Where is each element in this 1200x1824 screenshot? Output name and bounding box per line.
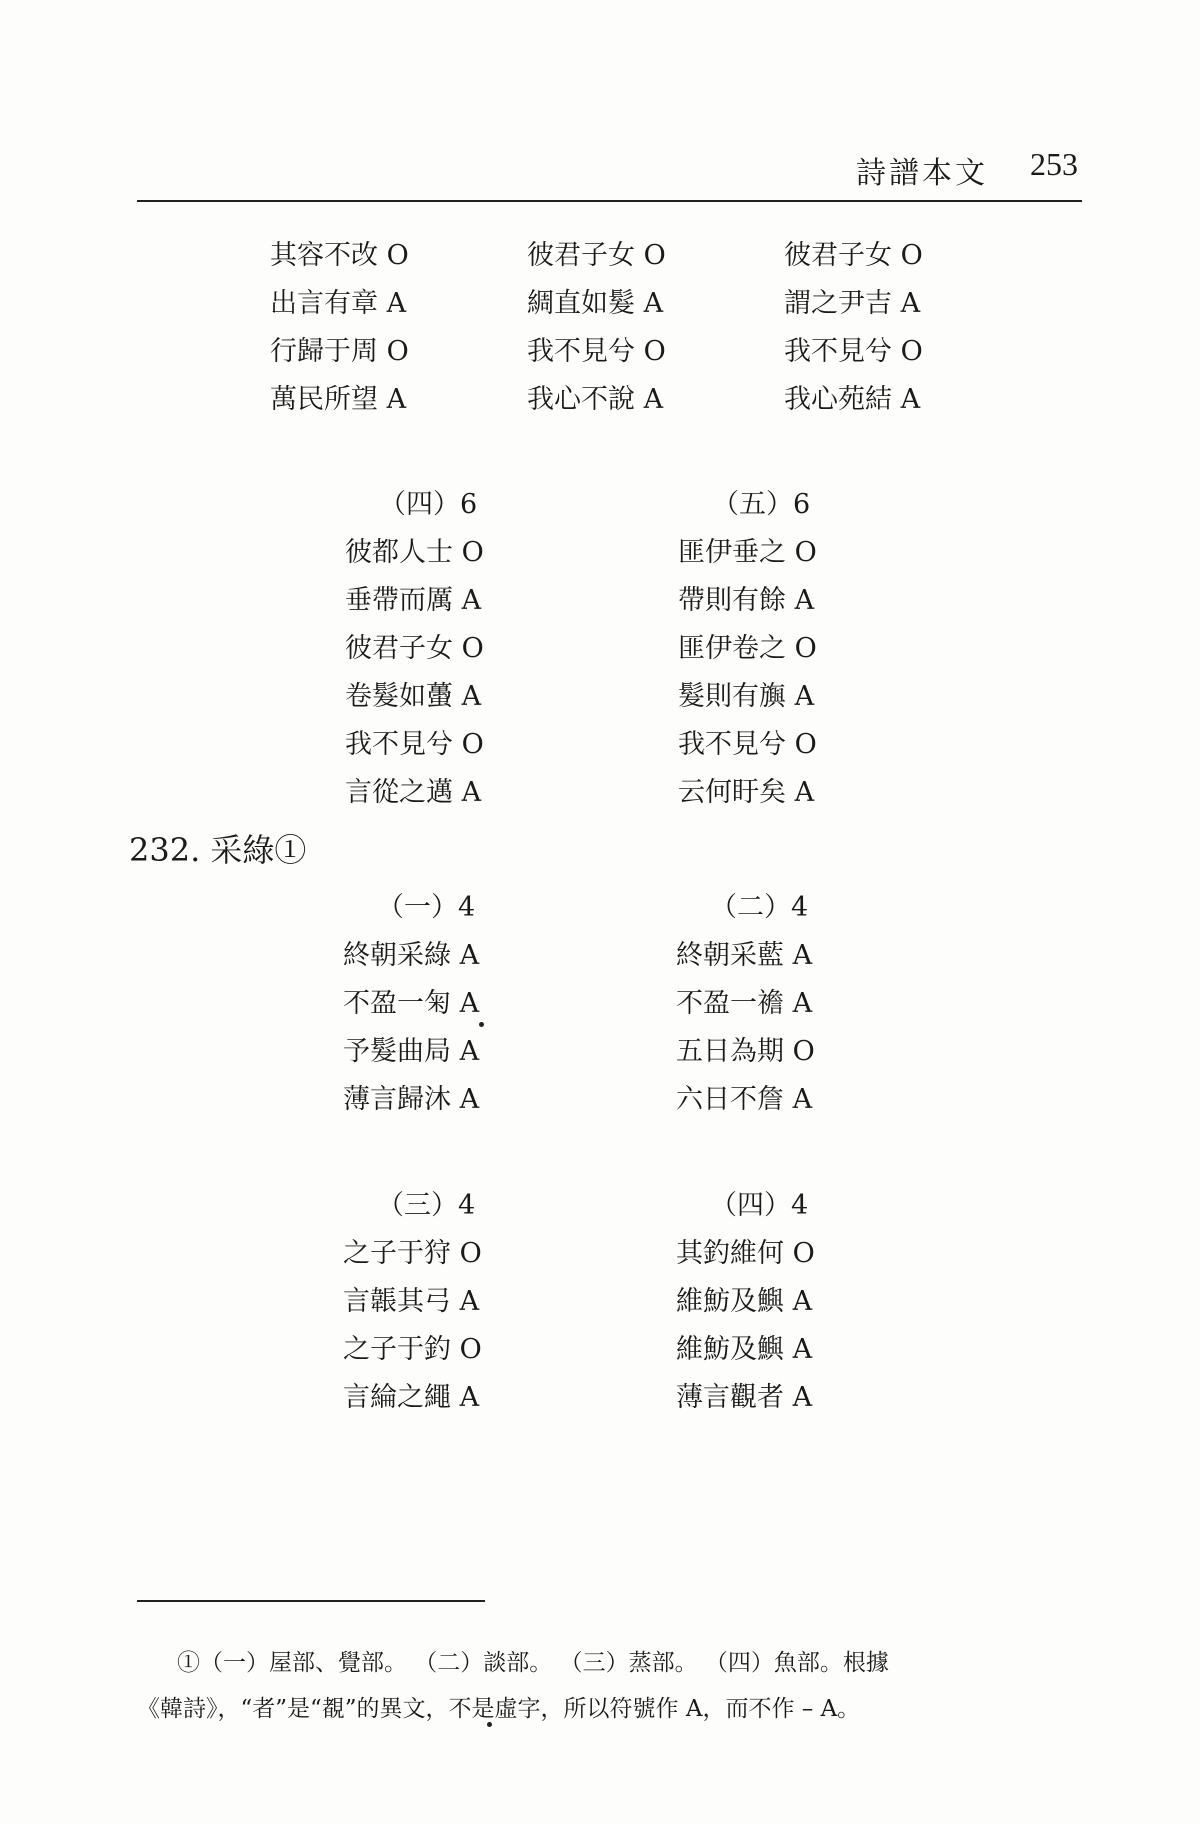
verse-line: 匪伊垂之 O [678,537,817,568]
stanza-heading: （二）4 [710,892,809,923]
verse-line: 行歸于周 O [270,336,409,367]
verse-line: 彼都人士 O [345,537,484,568]
page-number: 253 [1030,146,1078,182]
verse-line: 其容不改 O [270,240,409,271]
verse-line: 維魴及鱮 A [676,1286,813,1317]
verse-line: 薄言觀者 A [676,1382,813,1413]
cailu-stanza-2 [676,884,815,1124]
stanza-5 [678,481,817,817]
footnote-line: ①（一）屋部、覺部。 （二）談部。 （三）蒸部。 （四）魚部。根據 [177,1650,889,1676]
verse-line: 予髮曲局 A [343,1036,480,1067]
footnote-line: 《韓詩》，“者”是“覩”的異文，不是虛字，所以符號作 A，而不作 – A。 [137,1696,861,1722]
verse-line: 我不見兮 O [678,729,817,760]
section-title: 232. 采綠① [129,831,307,869]
footnote-rule [137,1600,485,1602]
emphasis-dot [479,1022,484,1027]
stanza-heading: （一）4 [377,892,476,923]
verse-line: 云何盱矣 A [678,777,815,808]
verse-line: 六日不詹 A [676,1084,813,1115]
cailu-stanza-3 [343,1182,482,1422]
header-rule [137,200,1082,202]
verse-line: 彼君子女 O [527,240,666,271]
stanza-heading: （三）4 [377,1190,476,1221]
stanza-heading: （四）6 [379,489,478,520]
verse-line: 垂帶而厲 A [345,585,482,616]
verse-line: 終朝采綠 A [343,940,480,971]
stanza-4 [345,481,484,817]
verse-line: 言綸之繩 A [343,1382,480,1413]
verse-line: 五日為期 O [676,1036,815,1067]
footnote [137,1640,1077,1732]
verse-line: 言從之邁 A [345,777,482,808]
verse-line: 我心不說 A [527,384,664,415]
verse-line: 我不見兮 O [345,729,484,760]
top-column-2 [527,232,666,424]
verse-line: 匪伊卷之 O [678,633,817,664]
verse-line: 帶則有餘 A [678,585,815,616]
cailu-stanza-4 [676,1182,815,1422]
verse-line: 之子于狩 O [343,1238,482,1269]
verse-line: 彼君子女 O [784,240,923,271]
verse-line: 出言有章 A [270,288,407,319]
verse-line: 萬民所望 A [270,384,407,415]
verse-line: 綢直如髮 A [527,288,664,319]
verse-line: 不盈一襜 A [676,988,813,1019]
cailu-stanza-1 [343,884,479,1124]
verse-line: 髮則有旟 A [678,681,815,712]
header-title: 詩譜本文 [856,156,988,191]
verse-line: 我心苑結 A [784,384,921,415]
verse-line: 之子于釣 O [343,1334,482,1365]
verse-line: 不盈一匊 A [343,988,480,1019]
verse-line: 終朝采藍 A [676,940,813,971]
verse-line: 言韔其弓 A [343,1286,480,1317]
verse-line: 薄言歸沐 A [343,1084,480,1115]
emphasis-dot [487,1722,492,1727]
verse-line: 卷髮如蠆 A [345,681,482,712]
top-column-3 [784,232,923,424]
verse-line: 謂之尹吉 A [784,288,921,319]
verse-line: 彼君子女 O [345,633,484,664]
top-column-1 [270,232,409,424]
verse-line: 我不見兮 O [527,336,666,367]
stanza-heading: （四）4 [710,1190,809,1221]
verse-line: 維魴及鱮 A [676,1334,813,1365]
verse-line: 我不見兮 O [784,336,923,367]
verse-line: 其釣維何 O [676,1238,815,1269]
stanza-heading: （五）6 [712,489,811,520]
